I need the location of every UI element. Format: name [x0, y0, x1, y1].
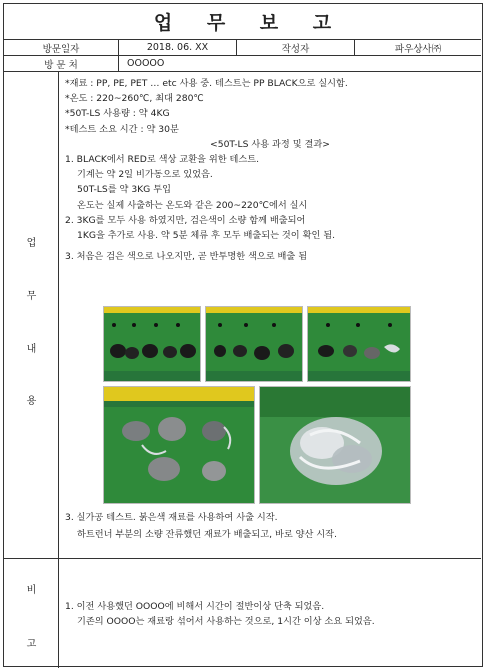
- header-row-date: [4, 40, 481, 56]
- visit-date-value: 2018. 06. XX: [119, 40, 237, 55]
- work-content: [59, 72, 481, 558]
- work-side-label: [4, 72, 59, 558]
- spec-line: *재료 : PP, PE, PET … etc 사용 중. 테스트는 PP BLACK으로 실시함.: [65, 78, 348, 89]
- visit-date-label: 방문일자: [4, 40, 119, 55]
- process-line: 온도는 실제 사출하는 온도와 같은 200~220℃에서 실시: [77, 199, 308, 211]
- remarks-side-char: 비: [26, 585, 37, 596]
- process-line: 1KG을 추가로 사용. 약 5분 체류 후 모두 배출되는 것이 확인 됨.: [77, 229, 336, 241]
- visit-place-label: 방 문 처: [4, 56, 119, 71]
- purge-photo-1: [103, 306, 201, 382]
- visit-place-value: OOOOO: [127, 58, 165, 69]
- remark-line: 1. 이전 사용했던 OOOO에 비해서 시간이 절반이상 단축 되었음.: [65, 601, 325, 612]
- remarks-content: [59, 559, 481, 668]
- remarks-side-label: [4, 559, 59, 668]
- work-side-char: 내: [26, 344, 37, 355]
- remark-line: 기존의 OOOO는 재료랑 섞어서 사용하는 것으로, 1시간 이상 소요 되었음.: [77, 616, 375, 628]
- spec-line: *온도 : 220~260℃, 최대 280℃: [65, 93, 204, 105]
- purge-photo-4: [103, 386, 255, 504]
- process-line: 50T-LS를 약 3KG 투입: [77, 184, 171, 196]
- work-side-char: 무: [26, 291, 37, 302]
- author-value: 파우상사㈜: [394, 43, 442, 55]
- report-title: 업 무 보 고: [153, 12, 346, 34]
- purge-photo-5: [259, 386, 411, 504]
- work-side-char: 용: [26, 396, 37, 407]
- work-side-char: 업: [26, 238, 37, 249]
- purge-photo-2: [205, 306, 303, 382]
- process-line: 기계는 약 2일 비가동으로 있었음.: [77, 169, 213, 181]
- process-line: 1. BLACK에서 RED로 색상 교환을 위한 테스트.: [65, 153, 260, 165]
- remarks-section: [4, 559, 481, 668]
- process-line: 2. 3KG를 모두 사용 하였지만, 검은색이 소량 함께 배출되어: [65, 214, 306, 226]
- title-row: [4, 4, 481, 40]
- result-line: 하트런너 부분의 소량 잔류했던 재료가 배출되고, 바로 양산 시작.: [77, 529, 337, 540]
- work-content-section: [4, 72, 481, 559]
- process-line: 3. 처음은 검은 색으로 나오지만, 곧 반투명한 색으로 배출 됨: [65, 251, 308, 263]
- header-row-place: [4, 56, 481, 72]
- spec-line: *50T-LS 사용량 : 약 4KG: [65, 108, 170, 120]
- report-sheet: [3, 3, 483, 667]
- remarks-side-char: 고: [26, 639, 37, 650]
- result-line: 3. 실가공 테스트. 붉은색 재료를 사용하여 사출 시작.: [65, 512, 278, 523]
- section-heading: <50T-LS 사용 과정 및 결과>: [210, 138, 330, 150]
- purge-photo-3: [307, 306, 411, 382]
- spec-line: *테스트 소요 시간 : 약 30분: [65, 123, 179, 135]
- author-label: 작성자: [237, 40, 355, 55]
